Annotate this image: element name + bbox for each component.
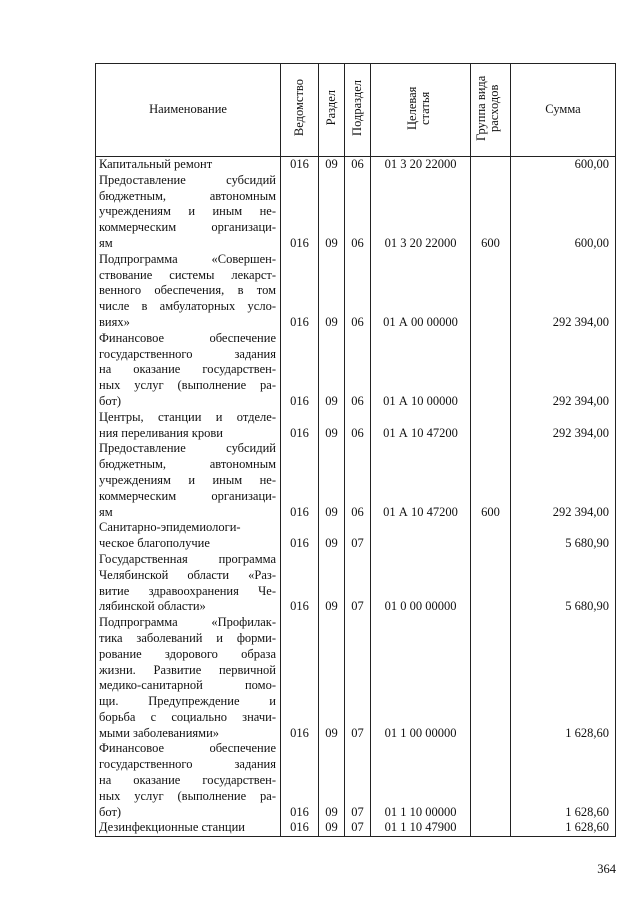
row-name-line: виях» [99, 314, 130, 329]
row-section: 09 [319, 615, 345, 741]
row-name-line: коммерческим организаци- [99, 220, 276, 235]
row-expense-group [471, 331, 511, 410]
row-target: 01 А 10 47200 [371, 441, 471, 520]
budget-table [95, 63, 616, 837]
row-name-line: лябинской области» [99, 599, 206, 614]
row-dept: 016 [281, 157, 319, 173]
row-sum: 600,00 [511, 173, 616, 252]
row-subsection: 07 [345, 615, 371, 741]
row-expense-group [471, 520, 511, 552]
row-target: 01 0 00 00000 [371, 552, 471, 615]
table-row [96, 157, 616, 173]
row-name [96, 741, 281, 820]
row-name-line: ных услуг (выполнение ра- [99, 788, 276, 803]
row-name [96, 820, 281, 836]
row-subsection: 07 [345, 552, 371, 615]
row-name-line: Центры, станции и отделе- [99, 409, 276, 424]
header-dept: Ведомство [281, 64, 319, 157]
table-row [96, 331, 616, 410]
row-name [96, 252, 281, 331]
row-target: 01 1 10 00000 [371, 741, 471, 820]
row-subsection: 07 [345, 820, 371, 836]
row-dept: 016 [281, 820, 319, 836]
row-sum: 600,00 [511, 157, 616, 173]
row-name-line: ческое благополучие [99, 536, 210, 551]
row-name-line: бюджетным, автономным [99, 188, 276, 203]
row-name-line: бюджетным, автономным [99, 457, 276, 472]
row-sum: 1 628,60 [511, 615, 616, 741]
row-name [96, 615, 281, 741]
table-row [96, 410, 616, 442]
row-dept: 016 [281, 331, 319, 410]
row-expense-group [471, 552, 511, 615]
row-sum: 292 394,00 [511, 252, 616, 331]
row-name-line: Челябинской области «Раз- [99, 567, 276, 582]
row-sum: 5 680,90 [511, 520, 616, 552]
row-target: 01 А 00 00000 [371, 252, 471, 331]
row-sum: 5 680,90 [511, 552, 616, 615]
row-name-line: государственного задания [99, 346, 276, 361]
row-target [371, 520, 471, 552]
row-dept: 016 [281, 741, 319, 820]
row-name-line: учреждениям и иным не- [99, 204, 276, 219]
table-row [96, 441, 616, 520]
row-name [96, 552, 281, 615]
row-target: 01 1 00 00000 [371, 615, 471, 741]
row-expense-group [471, 410, 511, 442]
table-row [96, 520, 616, 552]
row-subsection: 06 [345, 441, 371, 520]
row-name-line: щи. Предупреждение и [99, 694, 276, 709]
table-row [96, 252, 616, 331]
table-row [96, 173, 616, 252]
row-dept: 016 [281, 615, 319, 741]
row-name-line: Дезинфекционные станции [99, 820, 245, 835]
row-subsection: 06 [345, 331, 371, 410]
row-expense-group [471, 157, 511, 173]
row-target: 01 А 10 00000 [371, 331, 471, 410]
row-dept: 016 [281, 410, 319, 442]
row-subsection: 06 [345, 157, 371, 173]
row-name [96, 331, 281, 410]
row-section: 09 [319, 331, 345, 410]
row-sum: 292 394,00 [511, 441, 616, 520]
row-name-line: жизни. Развитие первичной [99, 662, 276, 677]
header-expense-group: Группа вида расходов [471, 64, 511, 157]
row-target: 01 3 20 22000 [371, 157, 471, 173]
row-name-line: ных услуг (выполнение ра- [99, 378, 276, 393]
row-expense-group [471, 820, 511, 836]
row-dept: 016 [281, 441, 319, 520]
row-name-line: Подпрограмма «Профилак- [99, 615, 276, 630]
table-row [96, 820, 616, 836]
row-section: 09 [319, 552, 345, 615]
row-section: 09 [319, 820, 345, 836]
row-name-line: Капитальный ремонт [99, 157, 213, 171]
row-name [96, 520, 281, 552]
row-dept: 016 [281, 252, 319, 331]
row-name-line: учреждениям и иным не- [99, 472, 276, 487]
header-subsection: Подраздел [345, 64, 371, 157]
table-body [96, 157, 616, 837]
row-sum: 1 628,60 [511, 820, 616, 836]
row-name-line: Предоставление субсидий [99, 172, 276, 187]
row-subsection: 07 [345, 741, 371, 820]
row-sum: 292 394,00 [511, 331, 616, 410]
row-name-line: венного обеспечения, в том [99, 283, 276, 298]
row-dept: 016 [281, 552, 319, 615]
row-name-line: на оказание государствен- [99, 362, 276, 377]
row-name-line: Подпрограмма «Совершен- [99, 251, 276, 266]
row-name [96, 410, 281, 442]
row-name-line: государственного задания [99, 757, 276, 772]
row-subsection: 06 [345, 252, 371, 331]
row-name [96, 157, 281, 173]
row-name-line: витие здравоохранения Че- [99, 583, 276, 598]
table-row [96, 741, 616, 820]
row-name [96, 441, 281, 520]
row-expense-group [471, 252, 511, 331]
row-section: 09 [319, 520, 345, 552]
table-row [96, 552, 616, 615]
row-section: 09 [319, 173, 345, 252]
row-name-line: тика заболеваний и форми- [99, 630, 276, 645]
row-target: 01 3 20 22000 [371, 173, 471, 252]
row-expense-group [471, 615, 511, 741]
row-name-line: ям [99, 235, 113, 250]
header-sum: Сумма [511, 64, 616, 157]
row-name-line: ям [99, 504, 113, 519]
row-name-line: ствование системы лекарст- [99, 267, 276, 282]
row-name-line: Государственная программа [99, 551, 276, 566]
row-name-line: Санитарно-эпидемиологи- [99, 520, 241, 535]
row-subsection: 07 [345, 520, 371, 552]
row-expense-group [471, 741, 511, 820]
row-name-line: медико-санитарной помо- [99, 678, 276, 693]
row-name [96, 173, 281, 252]
row-name-line: бот) [99, 804, 122, 819]
row-name-line: рование здорового образа [99, 646, 276, 661]
row-subsection: 06 [345, 173, 371, 252]
row-name-line: ния переливания крови [99, 425, 223, 440]
row-section: 09 [319, 252, 345, 331]
row-name-line: на оказание государствен- [99, 773, 276, 788]
row-name-line: Финансовое обеспечение [99, 741, 276, 756]
table-header-row [96, 64, 616, 157]
row-section: 09 [319, 410, 345, 442]
page-number: 364 [597, 862, 616, 876]
row-name-line: Предоставление субсидий [99, 441, 276, 456]
header-section: Раздел [319, 64, 345, 157]
table-row [96, 615, 616, 741]
row-target: 01 А 10 47200 [371, 410, 471, 442]
row-name-line: бот) [99, 393, 122, 408]
header-target: Целевая статья [371, 64, 471, 157]
row-expense-group: 600 [471, 173, 511, 252]
row-name-line: борьба с социально значи- [99, 709, 276, 724]
row-name-line: мыми заболеваниями» [99, 725, 220, 740]
row-name-line: Финансовое обеспечение [99, 330, 276, 345]
row-section: 09 [319, 157, 345, 173]
row-dept: 016 [281, 173, 319, 252]
row-name-line: коммерческим организаци- [99, 488, 276, 503]
row-expense-group: 600 [471, 441, 511, 520]
row-name-line: числе в амбулаторных усло- [99, 299, 276, 314]
header-name: Наименование [96, 64, 281, 157]
row-dept: 016 [281, 520, 319, 552]
row-section: 09 [319, 441, 345, 520]
row-sum: 292 394,00 [511, 410, 616, 442]
row-sum: 1 628,60 [511, 741, 616, 820]
row-target: 01 1 10 47900 [371, 820, 471, 836]
row-subsection: 06 [345, 410, 371, 442]
row-section: 09 [319, 741, 345, 820]
